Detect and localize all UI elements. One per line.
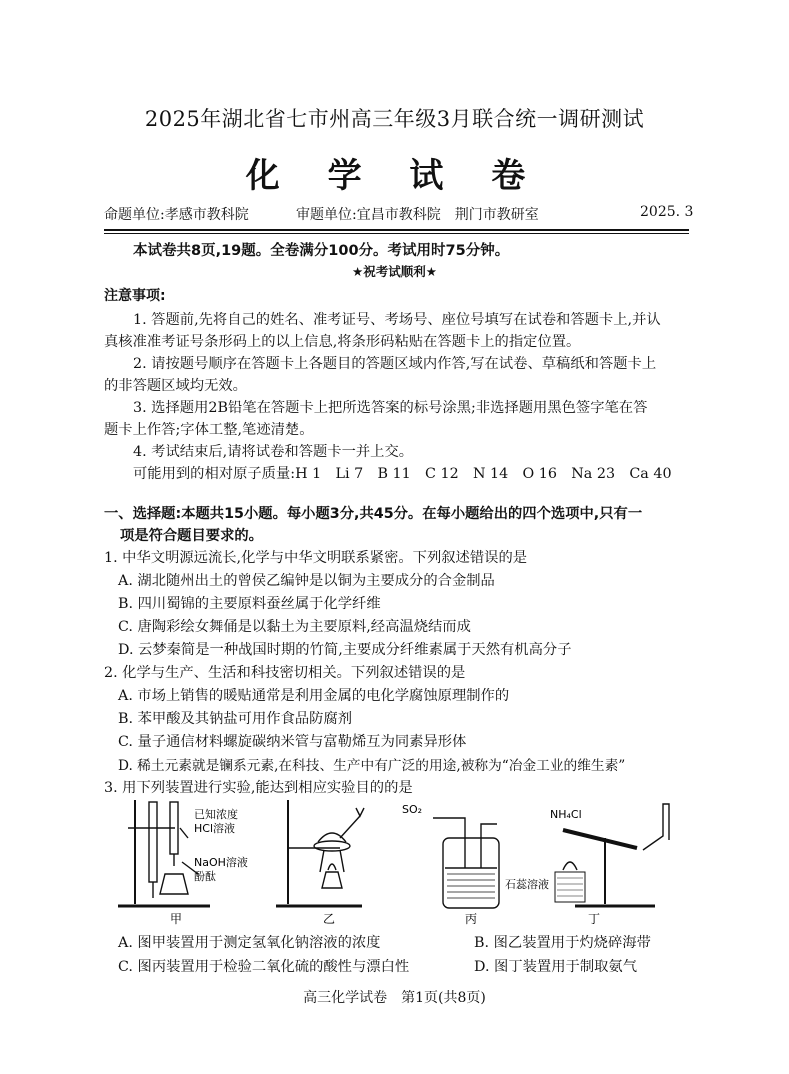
atomic-mass-line: 可能用到的相对原子质量:H 1 Li 7 B 11 C 12 N 14 O 16 Na 23 Ca 40	[133, 466, 672, 482]
notice-line: 1. 答题前,先将自己的姓名、准考证号、考场号、座位号填写在试卷和答题卡上,并认	[133, 312, 661, 328]
notice-line: 的非答题区域均无效。	[104, 378, 247, 394]
figure-label-jia: 甲	[170, 912, 183, 926]
wash-bottle-apparatus	[433, 818, 499, 908]
notice-title: 注意事项:	[104, 288, 166, 304]
jia-label-naoh: NaOH溶液	[194, 856, 248, 869]
figure-label-ding: 丁	[588, 912, 601, 926]
page-footer: 高三化学试卷 第1页(共8页)	[303, 990, 486, 1006]
subject-title: 化 学 试 卷	[245, 156, 544, 196]
option-b: B. 四川蜀锦的主要原料蚕丝属于化学纤维	[118, 596, 381, 612]
option-b: B. 图乙装置用于灼烧碎海带	[474, 935, 651, 951]
exam-title: 2025年湖北省七市州高三年级3月联合统一调研测试	[144, 107, 645, 131]
crucible-apparatus	[276, 800, 364, 906]
figure-label-yi: 乙	[323, 912, 336, 926]
question-stem: 1. 中华文明源远流长,化学与中华文明联系紧密。下列叙述错误的是	[104, 550, 528, 566]
option-a: A. 市场上销售的暖贴通常是利用金属的电化学腐蚀原理制作的	[118, 688, 510, 704]
section-heading: 一、选择题:本题共15小题。每小题3分,共45分。在每小题给出的四个选项中,只有一	[104, 506, 643, 522]
reviewer-unit: 审题单位:宜昌市教科院 荆门市教研室	[296, 207, 539, 223]
question-stem: 3. 用下列装置进行实验,能达到相应实验目的的是	[104, 780, 413, 796]
wish-text: ★祝考试顺利★	[352, 264, 437, 279]
option-a: A. 图甲装置用于测定氢氧化钠溶液的浓度	[118, 935, 381, 951]
option-d: D. 稀土元素就是镧系元素,在科技、生产中有广泛的用途,被称为“冶金工业的维生素”	[118, 758, 626, 774]
apparatus-figure	[110, 798, 680, 926]
exam-summary: 本试卷共8页,19题。全卷满分100分。考试用时75分钟。	[133, 243, 510, 259]
option-c: C. 图丙装置用于检验二氧化硫的酸性与漂白性	[118, 959, 410, 975]
setter-unit: 命题单位:孝感市教科院	[104, 207, 249, 223]
question-stem: 2. 化学与生产、生活和科技密切相关。下列叙述错误的是	[104, 665, 466, 681]
notice-line: 题卡上作答;字体工整,笔迹清楚。	[104, 422, 314, 438]
notice-line: 2. 请按题号顺序在答题卡上各题目的答题区域内作答,写在试卷、草稿纸和答题卡上	[133, 356, 657, 372]
ding-reagent-label: NH₄Cl	[550, 808, 582, 821]
option-c: C. 量子通信材料螺旋碳纳米管与富勒烯互为同素异形体	[118, 734, 467, 750]
jia-label-hcl: HCl溶液	[194, 822, 236, 835]
figure-label-bing: 丙	[465, 912, 478, 926]
header-rule-thin	[104, 233, 689, 234]
section-heading-cont: 项是符合题目要求的。	[120, 528, 263, 544]
exam-date: 2025. 3	[640, 204, 694, 220]
jia-label-concentration: 已知浓度	[194, 808, 238, 821]
bing-solution-label: 石蕊溶液	[505, 878, 549, 891]
notice-line: 4. 考试结束后,请将试卷和答题卡一并上交。	[133, 444, 414, 460]
bing-gas-label: SO₂	[402, 803, 423, 816]
notice-line: 3. 选择题用2B铅笔在答题卡上把所选答案的标号涂黑;非选择题用黑色签字笔在答	[133, 400, 648, 416]
header-rule-thick	[104, 229, 689, 231]
option-a: A. 湖北随州出土的曾侯乙编钟是以铜为主要成分的合金制品	[118, 573, 495, 589]
jia-label-indicator: 酚酞	[194, 870, 216, 883]
option-b: B. 苯甲酸及其钠盐可用作食品防腐剂	[118, 711, 353, 727]
notice-line: 真核准准考证号条形码上的以上信息,将条形码粘贴在答题卡上的指定位置。	[104, 334, 581, 350]
option-d: D. 云梦秦简是一种战国时期的竹简,主要成分纤维素属于天然有机高分子	[118, 642, 572, 658]
option-d: D. 图丁装置用于制取氨气	[474, 959, 638, 975]
option-c: C. 唐陶彩绘女舞俑是以黏土为主要原料,经高温烧结而成	[118, 619, 471, 635]
